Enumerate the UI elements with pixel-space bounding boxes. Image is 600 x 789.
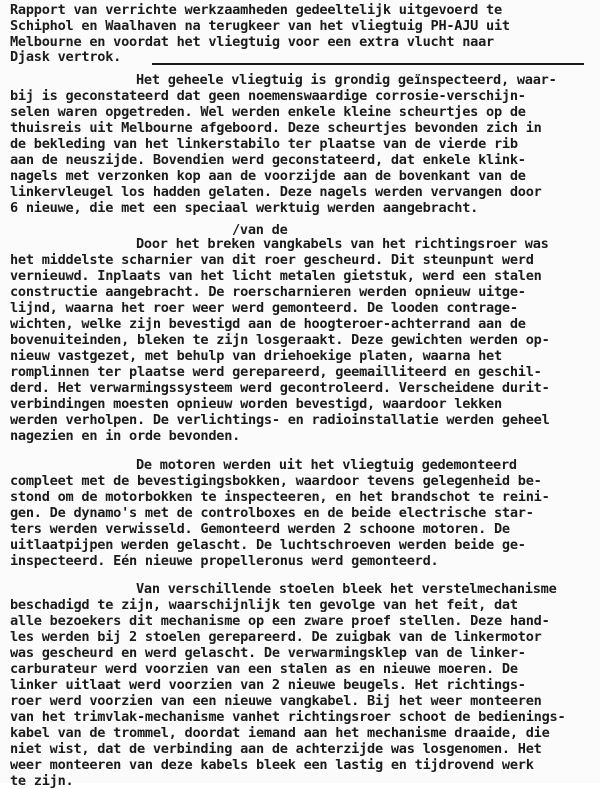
paragraph-2-line: nieuw vastgezet, met behulp van driehoekige platen, waarna het: [10, 348, 502, 364]
paragraph-2-line: vernieuwd. Inplaats van het licht metalen gietstuk, werd een stalen: [10, 268, 542, 284]
paragraph-2-line: constructie aangebracht. De roerscharnieren werden opnieuw uitge-: [10, 284, 526, 300]
paragraph-1-line: linkervleugel los hadden gelaten. Deze nagels werden vervangen door: [10, 184, 542, 200]
paragraph-3-line: stond om de motorbokken te inspecteeren, en het brandschot te reini-: [10, 489, 550, 505]
paragraph-4-line: te zijn.: [10, 773, 74, 789]
paragraph-4-line: beschadigd te zijn, waarschijnlijk ten gevolge van het feit, dat: [10, 597, 518, 613]
paragraph-3-line: ters werden verwisseld. Gemonteerd werden 2 schoone motoren. De: [10, 521, 510, 537]
paragraph-4-line: les werden bij 2 stoelen gerepareerd. De zuigbak van de linkermotor: [10, 629, 542, 645]
paragraph-4-line: roer werd voorzien van een nieuwe vangkabel. Bij het weer monteeren: [10, 693, 542, 709]
paragraph-4-line: carburateur werd voorzien van een stalen as en nieuwe moeren. De: [10, 661, 518, 677]
paragraph-1-line: Het geheele vliegtuig is grondig geïnspecteerd, waar-: [136, 72, 557, 88]
paragraph-2-line: bovenuiteinden, bleken te zijn losgeraakt. Deze gewichten werden op-: [10, 332, 550, 348]
paragraph-1-line: thuisreis uit Melbourne afgeboord. Deze scheurtjes bevonden zich in: [10, 120, 542, 136]
report-title-line-1: Rapport van verrichte werkzaamheden gedeeltelijk uitgevoerd te: [10, 2, 502, 18]
report-title-line-3: Melbourne en voordat het vliegtuig voor een extra vlucht naar: [10, 34, 494, 50]
paragraph-4-line: van het trimvlak-mechanisme vanhet richtingsroer schoot de bedienings-: [10, 709, 566, 725]
paragraph-4-line: alle bezoekers dit mechanisme op een zware proef stellen. Deze hand-: [10, 613, 550, 629]
paragraph-3-line: gen. De dynamo's met de controlboxes en de beide electrische star-: [10, 505, 534, 521]
paragraph-2-line: wichten, welke zijn bevestigd aan de hoogteroer-achterrand aan de: [10, 316, 526, 332]
header-underline: [152, 63, 584, 65]
paragraph-2-line: nagezien en in orde bevonden.: [10, 428, 241, 444]
paragraph-2-line: lijnd, waarna het roer weer werd gemonteerd. De looden contrage-: [10, 300, 518, 316]
paragraph-1-line: de bekleding van het linkerstabilo ter plaatse van de vierde rib: [10, 136, 518, 152]
paragraph-1-line: 6 nieuwe, die met een speciaal werktuig werden aangebracht.: [10, 200, 479, 216]
paragraph-3-line: De motoren werden uit het vliegtuig gedemonteerd: [136, 457, 517, 473]
paragraph-4-line: niet wist, dat de verbinding aan de achterzijde was losgenomen. Het: [10, 741, 542, 757]
paragraph-4-line: weer monteeren van deze kabels bleek een lastig en tijdrovend werk: [10, 757, 534, 773]
paragraph-1-line: nagels met verzonken kop aan de voorzijde aan de bovenkant van de: [10, 168, 526, 184]
paragraph-2-line: Door het breken vangkabels van het richtingsroer was: [136, 236, 549, 252]
paragraph-2-line: verbindingen moesten opnieuw worden bevestigd, waardoor lekken: [10, 396, 502, 412]
paragraph-3-line: compleet met de bevestigingsbokken, waardoor tevens gelegenheid be-: [10, 473, 542, 489]
paragraph-3-line: inspecteerd. Eén nieuwe propelleronus werd gemonteerd.: [10, 553, 439, 569]
paragraph-4-line: linker uitlaat werd voorzien van 2 nieuwe beugels. Het richtings-: [10, 677, 526, 693]
paragraph-1-line: aan de neuszijde. Bovendien werd geconstateerd, dat enkele klink-: [10, 152, 526, 168]
paragraph-4-line: Van verschillende stoelen bleek het verstelmechanisme: [136, 581, 557, 597]
paragraph-1-line: selen waren opgetreden. Wel werden enkele kleine scheurtjes op de: [10, 104, 526, 120]
report-title-line-2: Schiphol en Waalhaven na terugkeer van het vliegtuig PH-AJU uit: [10, 18, 510, 34]
paragraph-3-line: uitlaatpijpen werden gelascht. De luchtschroeven werden beide ge-: [10, 537, 526, 553]
insertion-note: /van de: [232, 222, 288, 238]
report-title-line-4: Djask vertrok.: [10, 49, 122, 65]
paragraph-2-line: derd. Het verwarmingssysteem werd gecontroleerd. Verscheidene durit-: [10, 380, 550, 396]
paragraph-2-line: werden verholpen. De verlichtings- en radioinstallatie werden geheel: [10, 412, 550, 428]
paragraph-2-line: het middelste scharnier van dit roer gescheurd. Dit steunpunt werd: [10, 252, 534, 268]
paragraph-1-line: bij is geconstateerd dat geen noemenswaardige corrosie-verschijn-: [10, 88, 526, 104]
paragraph-4-line: was gescheurd en werd gelascht. De verwarmingsklep van de linker-: [10, 645, 526, 661]
paragraph-4-line: kabel van de trommel, doordat iemand aan het mechanisme draaide, die: [10, 725, 550, 741]
paragraph-2-line: romplinnen ter plaatse werd gerepareerd, geemailliteerd en geschil-: [10, 364, 542, 380]
